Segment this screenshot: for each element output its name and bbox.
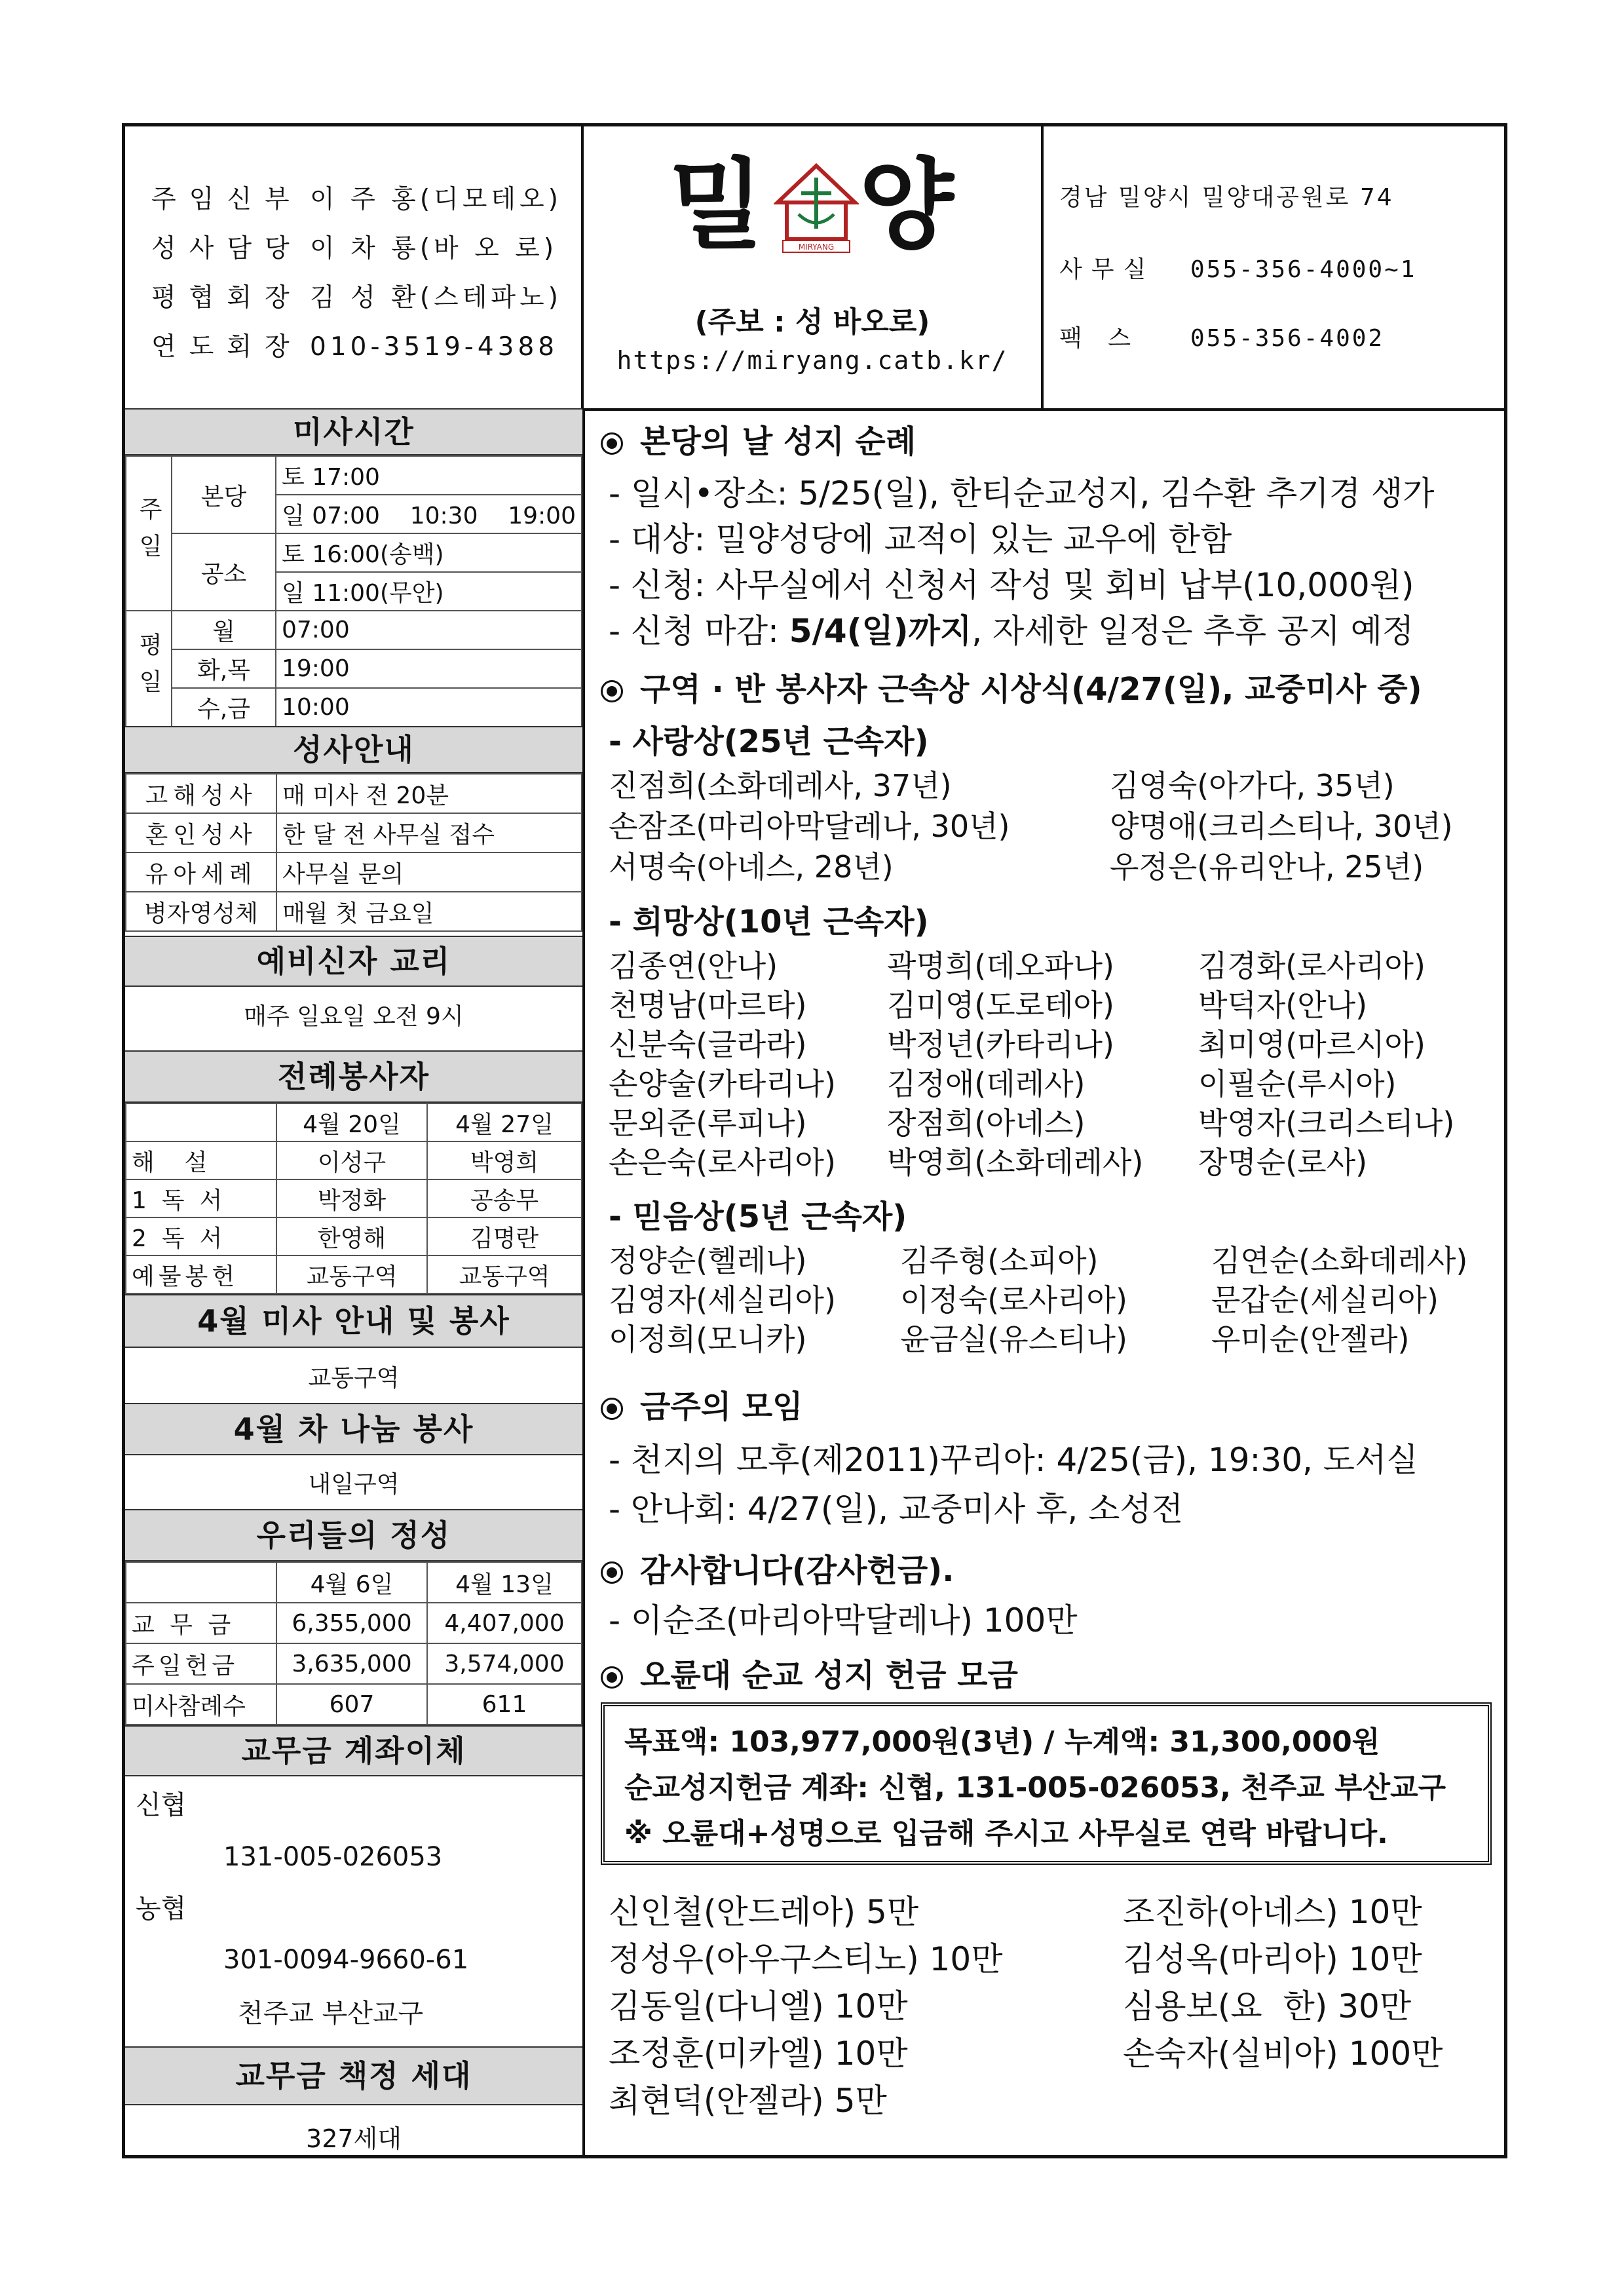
mass-time: 일 07:00 10:30 19:00 (276, 495, 582, 533)
church-emblem-icon (774, 163, 859, 255)
offering-amount: 4,407,000 (427, 1603, 582, 1643)
offering-type: 미사참례수 (126, 1684, 276, 1725)
love-award-names (609, 762, 1480, 884)
recipient: 천명남(마르타) (609, 987, 807, 1023)
pilgrimage-deadline: - 신청 마감: 5/4(일)까지, 자세한 일정은 추후 공지 예정 (609, 612, 1414, 650)
recipient: 문갑순(세실리아) (1211, 1282, 1439, 1318)
shrine-fund-box (601, 1702, 1492, 1865)
liturgy-person: 김명란 (427, 1217, 582, 1255)
bulletin-frame (122, 123, 1507, 2158)
offering-date: 4월 13일 (427, 1562, 582, 1603)
households-title: 교무금 책정 세대 (125, 2046, 582, 2105)
sacrament-name: 혼인성사 (126, 813, 276, 852)
recipient: 김종연(안나) (609, 948, 778, 984)
staff-row: 주임신부 이 주 홍(디모테오) (151, 185, 562, 214)
thanks-heading: 감사합니다(감사헌금). (601, 1545, 954, 1590)
liturgy-date: 4월 20일 (276, 1103, 427, 1141)
left-column (125, 408, 585, 2155)
sunday-label: 주일 (126, 456, 172, 611)
account-number: 131-005-026053 (223, 1842, 443, 1872)
recipient: 장점희(아네스) (887, 1105, 1086, 1141)
mass-time: 10:00 (276, 688, 582, 727)
mass-time: 토 16:00(송백) (276, 533, 582, 572)
sacrament-info: 사무실 문의 (276, 852, 582, 892)
transfer-title: 교무금 계좌이체 (125, 1725, 582, 1776)
recipient: 우정은(유리안나, 25년) (1110, 849, 1424, 885)
households-count: 327세대 (306, 2124, 402, 2153)
account-holder: 천주교 부산교구 (238, 1999, 424, 2029)
recipient: 신분숙(글라라) (609, 1027, 807, 1062)
recipient: 이필순(루시아) (1198, 1066, 1397, 1101)
award-heading: 구역 · 반 봉사자 근속상 시상식(4/27(일), 교중미사 중) (601, 664, 1422, 709)
faith-award-names (609, 1237, 1467, 1355)
liturgy-person: 교동구역 (427, 1255, 582, 1293)
mass-time: 토 17:00 (276, 456, 582, 495)
recipient: 박덕자(안나) (1198, 987, 1368, 1023)
recipient: 김정애(데레사) (887, 1066, 1086, 1101)
recipient: 윤금실(유스티나) (900, 1322, 1127, 1357)
bank-name: 농협 (136, 1894, 187, 1924)
offering-table (125, 1561, 582, 1725)
donor: 손숙자(실비아) 100만 (1123, 2035, 1443, 2073)
recipient: 서명숙(아네스, 28년) (609, 849, 894, 885)
hope-award-names (609, 942, 1454, 1178)
parish-url[interactable]: https://miryang.catb.kr/ (616, 346, 1008, 375)
liturgy-person: 이성구 (276, 1141, 427, 1179)
liturgy-table (125, 1103, 582, 1294)
sacrament-name: 고해성사 (126, 774, 276, 813)
meeting-line: - 천지의 모후(제2011)꾸리아: 4/25(금), 19:30, 도서실 (609, 1441, 1418, 1479)
recipient: 최미영(마르시아) (1198, 1027, 1426, 1062)
weekday-day: 수,금 (172, 688, 276, 727)
offering-amount: 6,355,000 (276, 1603, 427, 1643)
pilgrimage-line: - 대상: 밀양성당에 교적이 있는 교우에 한함 (609, 520, 1232, 558)
sacraments-table (125, 773, 582, 932)
liturgy-role: 예물봉헌 (126, 1255, 276, 1293)
offering-date: 4월 6일 (276, 1562, 427, 1603)
bullet-icon (601, 1398, 623, 1420)
donor: 김동일(다니엘) 10만 (609, 1987, 908, 2025)
recipient: 양명애(크리스티나, 30년) (1110, 809, 1453, 844)
donor: 조정훈(미카엘) 10만 (609, 2035, 908, 2073)
weekday-day: 월 (172, 611, 276, 649)
thanks-line: - 이순조(마리아막달레나) 100만 (609, 1601, 1078, 1639)
offering-amount: 611 (427, 1684, 582, 1725)
recipient: 박정년(카타리나) (887, 1027, 1114, 1062)
mass-times-title: 미사시간 (125, 408, 582, 455)
april-mass-district: 교동구역 (308, 1365, 400, 1392)
fund-notice: ※ 오륜대+성명으로 입금해 주시고 사무실로 연락 바랍니다. (624, 1817, 1388, 1850)
bullet-icon (601, 432, 623, 455)
offering-amount: 3,574,000 (427, 1643, 582, 1684)
offering-type: 교 무 금 (126, 1603, 276, 1643)
donor-list (609, 1886, 1443, 2122)
staff-row: 성사담당 이 차 룡(바 오 로) (151, 234, 558, 263)
sacrament-info: 한 달 전 사무실 접수 (276, 813, 582, 852)
bullet-icon (601, 680, 623, 702)
recipient: 김연순(소화데레사) (1211, 1243, 1468, 1278)
recipient: 진점희(소화데레사, 37년) (609, 768, 952, 803)
recipient: 김미영(도로테아) (887, 987, 1114, 1023)
recipient: 문외준(루피나) (609, 1105, 807, 1141)
meetings-heading: 금주의 모임 (601, 1381, 803, 1426)
fund-account: 순교성지헌금 계좌: 신협, 131-005-026053, 천주교 부산교구 (624, 1771, 1446, 1805)
mass-times-table (125, 455, 582, 727)
fund-goal: 목표액: 103,977,000원(3년) / 누계액: 31,300,000원 (624, 1725, 1380, 1759)
bullet-icon (601, 1666, 623, 1689)
weekday-day: 화,목 (172, 649, 276, 688)
staff-row: 연도회장 010-3519-4388 (151, 332, 559, 362)
donor: 정성우(아우구스티노) 10만 (609, 1940, 1003, 1978)
sacrament-info: 매 미사 전 20분 (276, 774, 582, 813)
staff-row: 평협회장 김 성 환(스테파노) (151, 283, 562, 313)
liturgy-person: 교동구역 (276, 1255, 427, 1293)
offering-title: 우리들의 정성 (125, 1509, 582, 1561)
recipient: 박영자(크리스티나) (1198, 1105, 1455, 1141)
faith-award-title: - 믿음상(5년 근속자) (609, 1198, 907, 1235)
meeting-line: - 안나회: 4/27(일), 교중미사 후, 소성전 (609, 1490, 1184, 1528)
offering-type: 주일헌금 (126, 1643, 276, 1684)
parish-logo (649, 150, 977, 281)
april-mass-title: 4월 미사 안내 및 봉사 (125, 1294, 582, 1348)
recipient: 우미순(안젤라) (1211, 1322, 1410, 1357)
donor: 신인철(안드레아) 5만 (609, 1893, 919, 1931)
sacrament-name: 병자영성체 (126, 892, 276, 931)
tea-service-title: 4월 차 나눔 봉사 (125, 1403, 582, 1455)
header (125, 126, 1504, 411)
right-column (585, 408, 1504, 2155)
header-contact (1044, 126, 1504, 408)
recipient: 김주형(소피아) (900, 1243, 1099, 1278)
recipient: 손양술(카타리나) (609, 1066, 836, 1101)
logo-right-char: 양 (859, 149, 954, 263)
liturgy-person: 박영희 (427, 1141, 582, 1179)
recipient: 손잠조(마리아막달레나, 30년) (609, 809, 1010, 844)
recipient: 정양순(헬레나) (609, 1243, 807, 1278)
bullet-icon (601, 1561, 623, 1584)
donor: 조진하(아네스) 10만 (1123, 1893, 1422, 1931)
offering-amount: 607 (276, 1684, 427, 1725)
recipient: 김영숙(아가다, 35년) (1110, 768, 1395, 803)
liturgy-person: 한영해 (276, 1217, 427, 1255)
liturgy-person: 박정화 (276, 1179, 427, 1217)
logo-emblem-text: MIRYANG (798, 242, 835, 252)
donor: 김성옥(마리아) 10만 (1123, 1940, 1422, 1978)
header-title (584, 126, 1044, 408)
pilgrimage-line: - 신청: 사무실에서 신청서 작성 및 회비 납부(10,000원) (609, 566, 1414, 604)
liturgy-role: 2 독 서 (126, 1217, 276, 1255)
recipient: 손은숙(로사리아) (609, 1145, 836, 1180)
mass-time: 07:00 (276, 611, 582, 649)
sacrament-info: 매월 첫 금요일 (276, 892, 582, 931)
recipient: 박영희(소화데레사) (887, 1145, 1144, 1180)
liturgy-date: 4월 27일 (427, 1103, 582, 1141)
recipient: 이정희(모니카) (609, 1322, 807, 1357)
pilgrimage-heading: 본당의 날 성지 순례 (601, 416, 916, 461)
liturgy-role: 1 독 서 (126, 1179, 276, 1217)
pilgrimage-line: - 일시•장소: 5/25(일), 한티순교성지, 김수환 추기경 생가 (609, 474, 1435, 512)
bank-name: 신협 (136, 1790, 187, 1820)
mass-time: 19:00 (276, 649, 582, 688)
sacraments-title: 성사안내 (125, 726, 582, 773)
bulletin-subtitle: (주보 : 성 바오로) (694, 305, 930, 339)
fax-number: 팩 스 055-356-4002 (1059, 325, 1385, 352)
address: 경남 밀양시 밀양대공원로 74 (1059, 184, 1394, 211)
offering-amount: 3,635,000 (276, 1643, 427, 1684)
sacrament-name: 유아세례 (126, 852, 276, 892)
donor: 최현덕(안젤라) 5만 (609, 2082, 887, 2120)
tea-service-district: 내일구역 (308, 1471, 400, 1498)
catechumen-schedule: 매주 일요일 오전 9시 (244, 1003, 464, 1030)
account-number: 301-0094-9660-61 (223, 1945, 469, 1975)
recipient: 김경화(로사리아) (1198, 948, 1426, 984)
liturgy-role: 해 설 (126, 1141, 276, 1179)
recipient: 장명순(로사) (1198, 1145, 1368, 1180)
office-phone: 사무실 055-356-4000~1 (1059, 256, 1417, 283)
recipient: 이정숙(로사리아) (900, 1282, 1127, 1318)
liturgy-person: 공송무 (427, 1179, 582, 1217)
weekday-label: 평일 (126, 611, 172, 727)
mission-label: 공소 (172, 533, 276, 611)
recipient: 김영자(세실리아) (609, 1282, 836, 1318)
liturgy-title: 전례봉사자 (125, 1050, 582, 1103)
donor: 심용보(요 한) 30만 (1123, 1987, 1412, 2025)
hope-award-title: - 희망상(10년 근속자) (609, 904, 929, 940)
recipient: 곽명희(데오파나) (887, 948, 1114, 984)
love-award-title: - 사랑상(25년 근속자) (609, 723, 929, 760)
main-church-label: 본당 (172, 456, 276, 533)
shrine-fund-heading: 오륜대 순교 성지 헌금 모금 (601, 1650, 1018, 1695)
catechumen-title: 예비신자 교리 (125, 936, 582, 987)
header-staff (125, 126, 584, 408)
mass-time: 일 11:00(무안) (276, 572, 582, 611)
logo-left-char: 밀 (669, 149, 764, 263)
